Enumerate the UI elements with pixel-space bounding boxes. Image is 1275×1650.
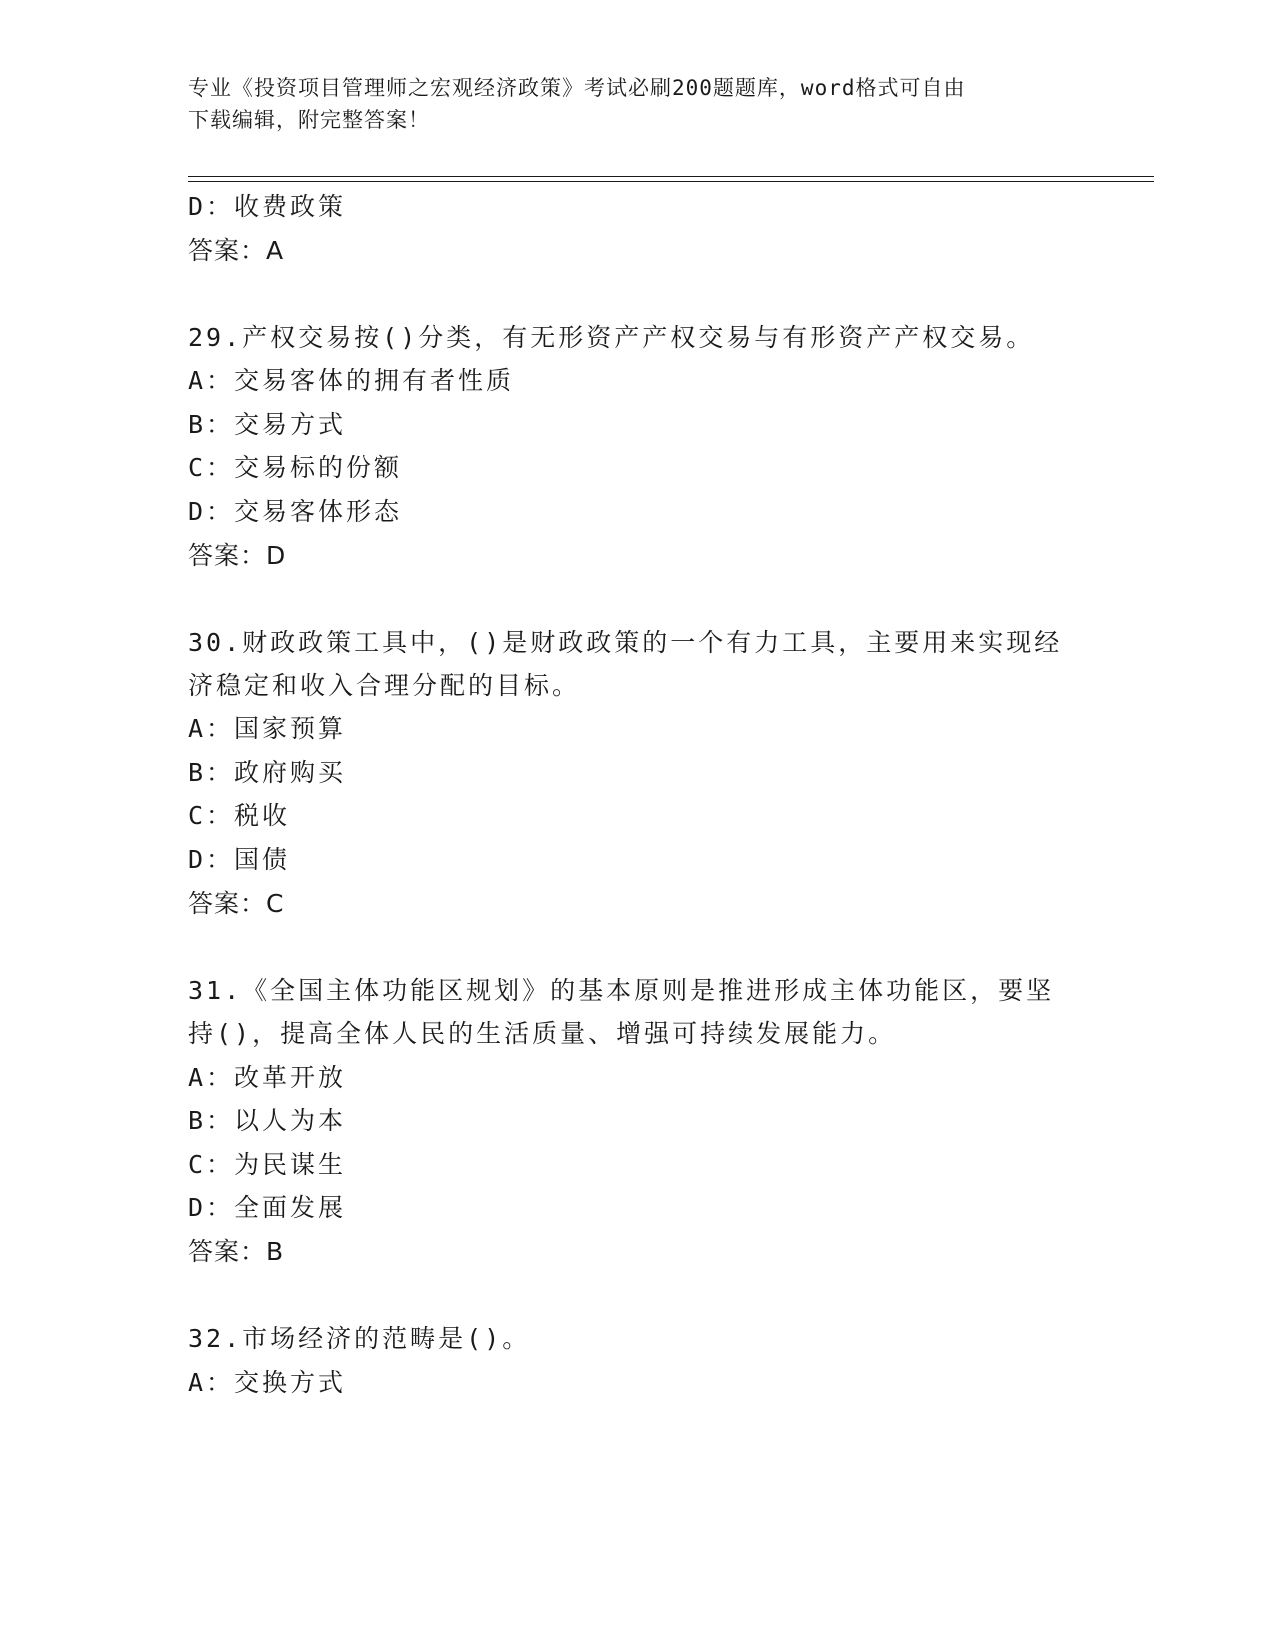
q29-question: 29.产权交易按()分类，有无形资产产权交易与有形资产产权交易。 — [188, 323, 1035, 352]
q30-option-a: A：国家预算 — [188, 714, 347, 743]
q30-answer: 答案：C — [188, 889, 285, 918]
q29-option-d: D：交易客体形态 — [188, 497, 403, 526]
document-header — [188, 72, 1068, 136]
header-rule-top — [188, 176, 1154, 177]
q32-question: 32.市场经济的范畴是()。 — [188, 1324, 531, 1353]
q30-question-line-1: 30.财政政策工具中，()是财政政策的一个有力工具，主要用来实现经 — [188, 628, 1063, 657]
q29-answer: 答案：D — [188, 541, 287, 570]
q29-option-c: C：交易标的份额 — [188, 453, 403, 482]
prev-option-d: D：收费政策 — [188, 192, 347, 221]
prev-answer: 答案：A — [188, 236, 285, 265]
q31-answer: 答案：B — [188, 1237, 285, 1266]
q32-option-a: A：交换方式 — [188, 1368, 347, 1397]
q31-option-a: A：改革开放 — [188, 1063, 347, 1092]
q30-question-line-2: 济稳定和收入合理分配的目标。 — [188, 671, 581, 700]
header-rule-bottom — [188, 181, 1154, 182]
q29-option-b: B：交易方式 — [188, 410, 347, 439]
q30-option-d: D：国债 — [188, 845, 291, 874]
q31-question-line-2: 持()，提高全体人民的生活质量、增强可持续发展能力。 — [188, 1019, 897, 1048]
header-line-2: 下载编辑，附完整答案！ — [188, 108, 430, 132]
q29-option-a: A：交易客体的拥有者性质 — [188, 366, 515, 395]
q30-option-b: B：政府购买 — [188, 758, 347, 787]
q30-option-c: C：税收 — [188, 801, 291, 830]
q31-question-line-1: 31.《全国主体功能区规划》的基本原则是推进形成主体功能区，要坚 — [188, 976, 1055, 1005]
q31-option-d: D：全面发展 — [188, 1193, 347, 1222]
q31-option-c: C：为民谋生 — [188, 1150, 347, 1179]
header-line-1: 专业《投资项目管理师之宏观经济政策》考试必刷200题题库，word格式可自由 — [188, 76, 966, 100]
q31-option-b: B：以人为本 — [188, 1106, 347, 1135]
